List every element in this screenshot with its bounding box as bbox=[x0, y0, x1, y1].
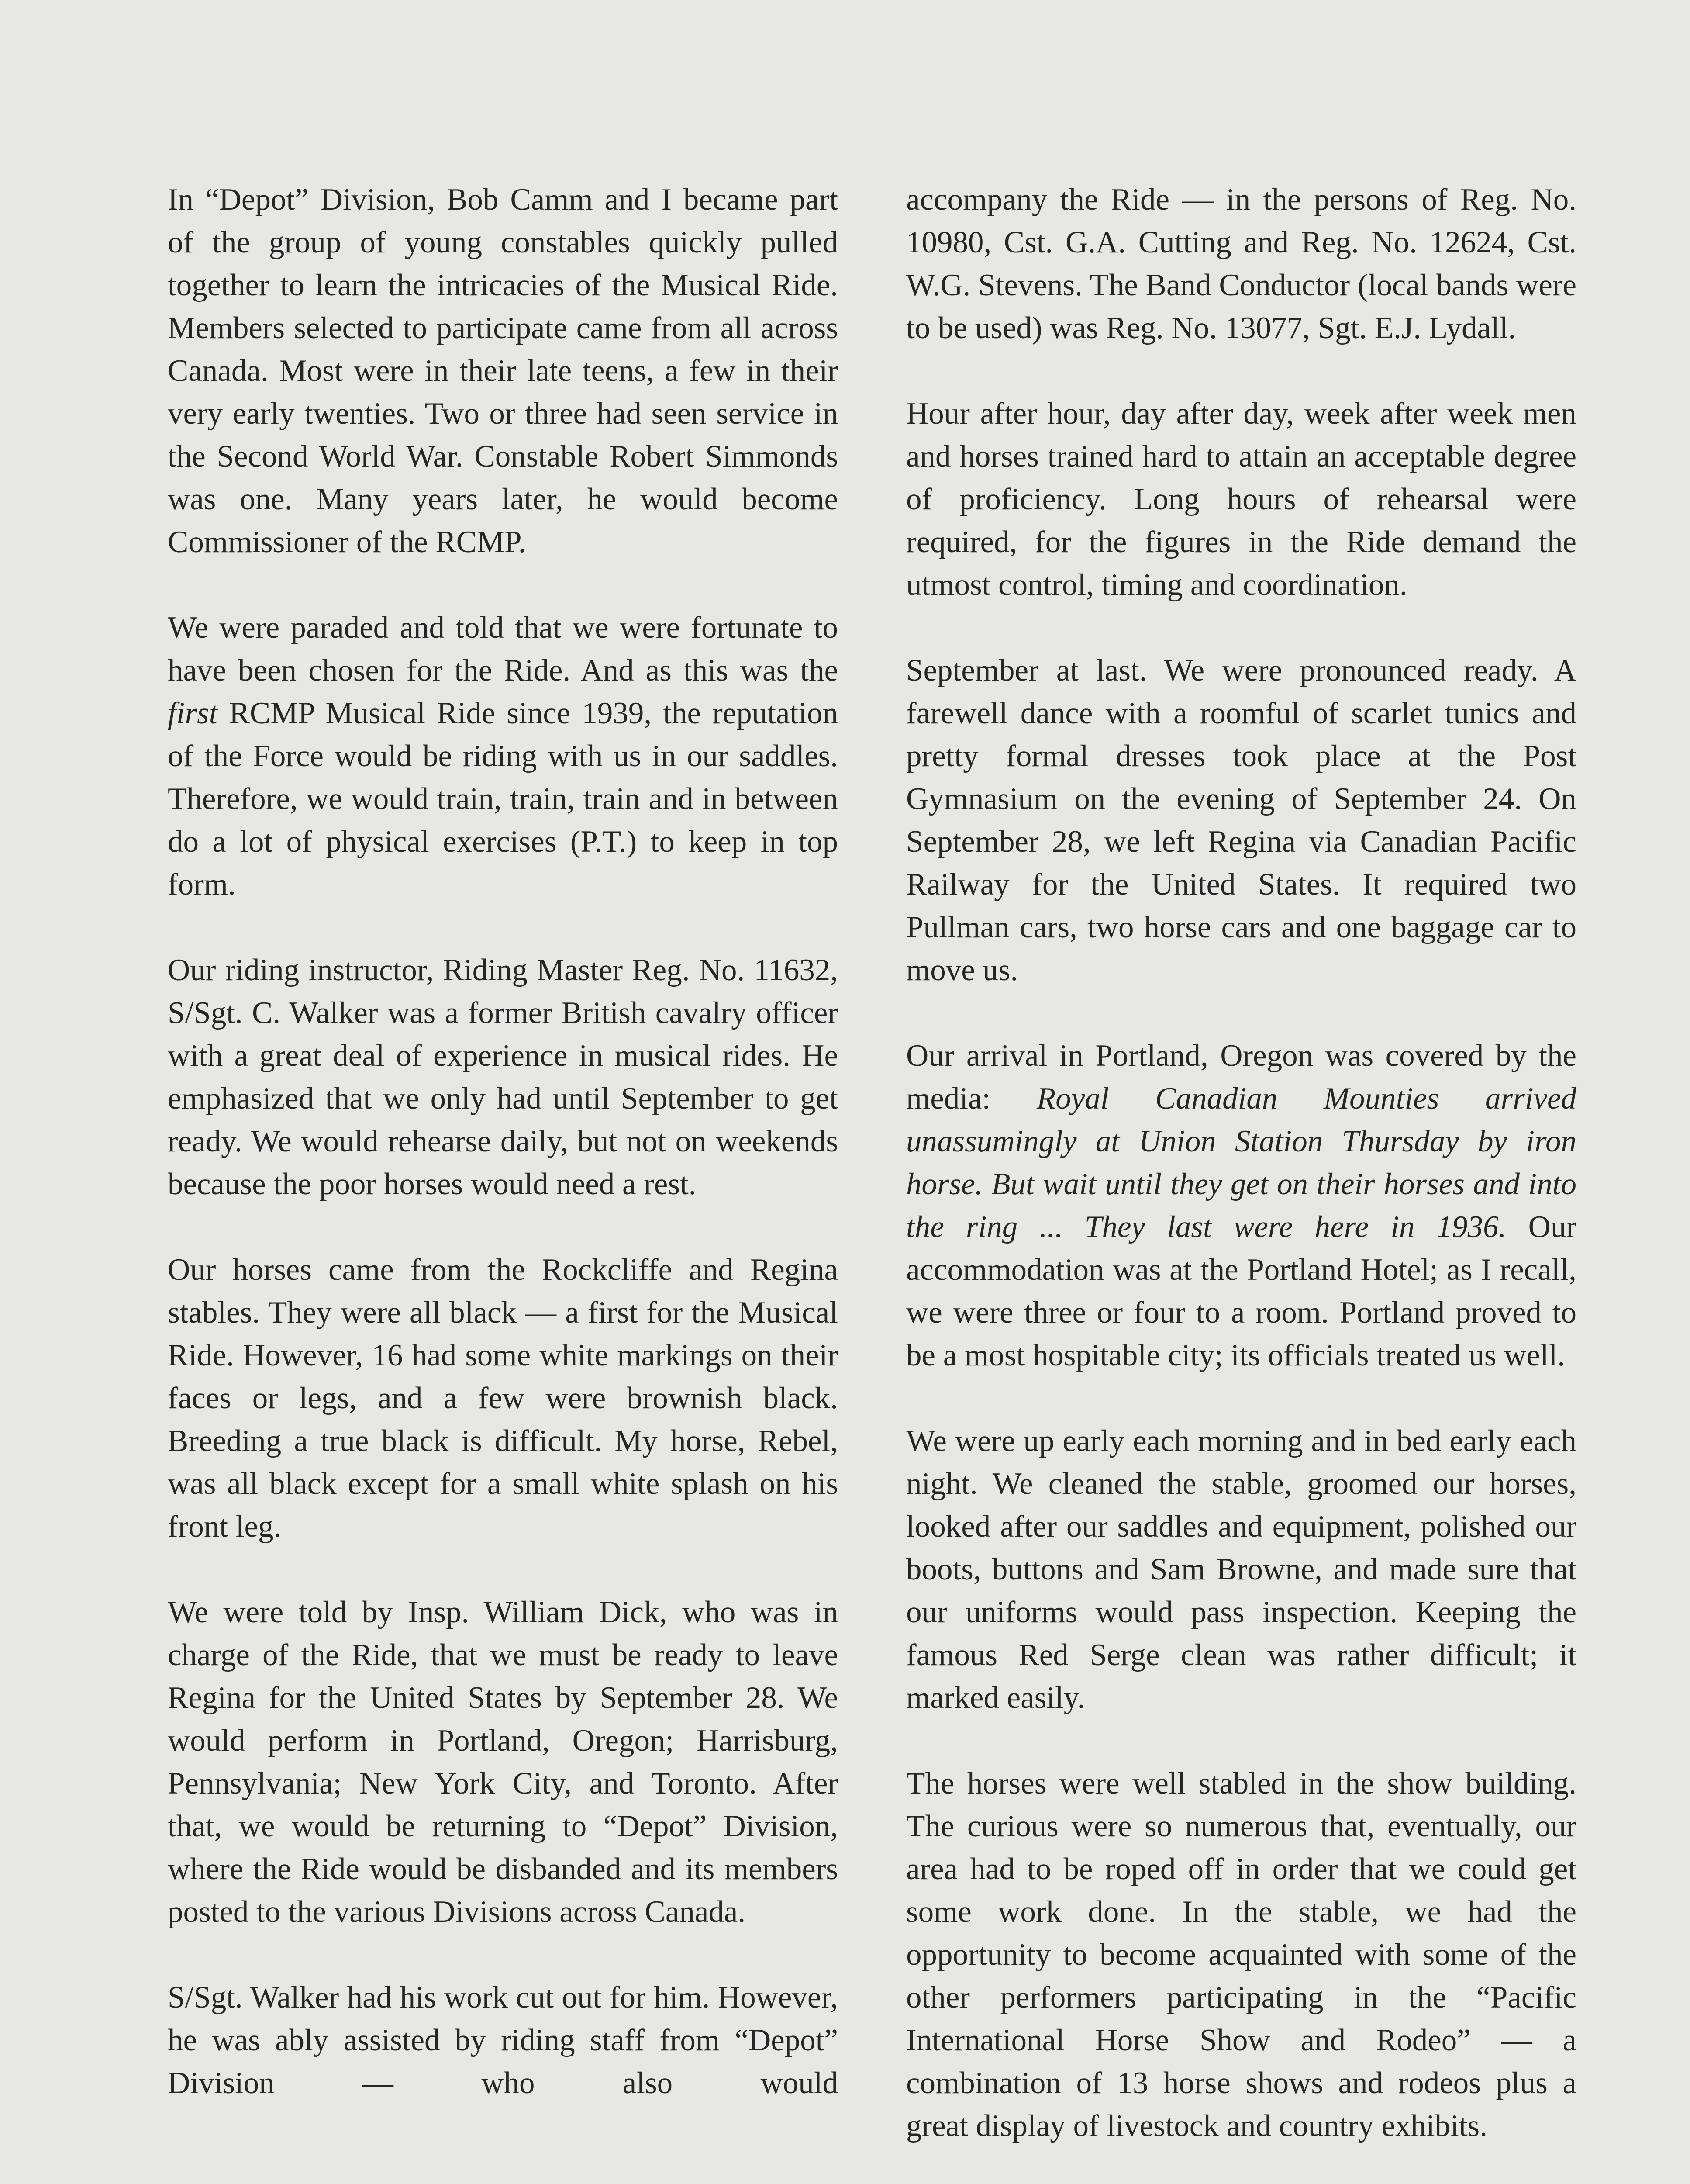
text-run: RCMP Musical Ride since 1939, the reputation of the Force would be riding with us in our saddles. Therefore, we would train, train, train and in between do a lot of physical exercises (P.T.) to keep in top form. bbox=[168, 696, 838, 902]
text-run: We were paraded and told that we were fortunate to have been chosen for the Ride. And as this was the bbox=[168, 611, 838, 688]
emphasis-text: first bbox=[168, 696, 218, 730]
paragraph bbox=[906, 1034, 1576, 1377]
text-run: Our accommodation was at the Portland Hotel; as I recall, we were three or four to a room. Portland proved to be a most hospitable city; its officials treated us well. bbox=[906, 1210, 1576, 1372]
paragraph: We were up early each morning and in bed early each night. We cleaned the stable, groomed our horses, looked after our saddles and equipment, polished our boots, buttons and Sam Browne, and made sure that our uniforms would pass inspection. Keeping the famous Red Serge clean was rather difficult; it marked easily. bbox=[906, 1424, 1576, 1715]
paragraph: accompany the Ride — in the persons of Reg. No. 10980, Cst. G.A. Cutting and Reg. No. 12624, Cst. W.G. Stevens. The Band Conductor (local bands were to be used) was Reg. No. 13077, Sgt. E.J. Lydall. bbox=[906, 183, 1576, 345]
paragraph: September at last. We were pronounced ready. A farewell dance with a roomful of scarlet tunics and pretty formal dresses took place at the Post Gymnasium on the evening of September 24. On September 28, we left Regina via Canadian Pacific Railway for the United States. It required two Pullman cars, two horse cars and one baggage car to move us. bbox=[906, 653, 1576, 987]
right-column bbox=[906, 178, 1576, 2147]
left-column bbox=[168, 178, 838, 2105]
paragraph: In “Depot” Division, Bob Camm and I became part of the group of young constables quickly pulled together to learn the intricacies of the Musical Ride. Members selected to participate came from all across Canada. Most were in their late teens, a few in their very early twenties. Two or three had seen service in the Second World War. Constable Robert Simmonds was one. Many years later, he would become Commissioner of the RCMP. bbox=[168, 183, 838, 559]
paragraph: The horses were well stabled in the show building. The curious were so numerous that, eventually, our area had to be roped off in order that we could get some work done. In the stable, we had the opportunity to become acquainted with some of the other performers participating in the “Pacific International Horse Show and Rodeo” — a combination of 13 horse shows and rodeos plus a great display of livestock and country exhibits. bbox=[906, 1766, 1576, 2143]
paragraph: S/Sgt. Walker had his work cut out for him. However, he was ably assisted by riding staff from “Depot” Division — who also would bbox=[168, 1980, 838, 2100]
media-quote: Royal Canadian Mounties arrived unassumingly at Union Station Thursday by iron horse. But wait until they get on their horses and into the ring ... They last were here in 1936. bbox=[906, 1082, 1576, 1244]
paragraph: We were told by Insp. William Dick, who was in charge of the Ride, that we must be ready to leave Regina for the United States by September 28. We would perform in Portland, Oregon; Harrisburg, Pennsylvania; New York City, and Toronto. After that, we would be returning to “Depot” Division, where the Ride would be disbanded and its members posted to the various Divisions across Canada. bbox=[168, 1595, 838, 1929]
paragraph: Our horses came from the Rockcliffe and Regina stables. They were all black — a first for the Musical Ride. However, 16 had some white markings on their faces or legs, and a few were brownish black. Breeding a true black is difficult. My horse, Rebel, was all black except for a small white splash on his front leg. bbox=[168, 1253, 838, 1544]
paragraph: Hour after hour, day after day, week after week men and horses trained hard to attain an acceptable degree of proficiency. Long hours of rehearsal were required, for the figures in the Ride demand the utmost control, timing and coordination. bbox=[906, 397, 1576, 602]
paragraph bbox=[168, 606, 838, 906]
paragraph: Our riding instructor, Riding Master Reg. No. 11632, S/Sgt. C. Walker was a former British cavalry officer with a great deal of experience in musical rides. He emphasized that we only had until September to get ready. We would rehearse daily, but not on weekends because the poor horses would need a rest. bbox=[168, 953, 838, 1201]
text-run: Our arrival in Portland, Oregon was covered by the media: bbox=[906, 1039, 1576, 1116]
